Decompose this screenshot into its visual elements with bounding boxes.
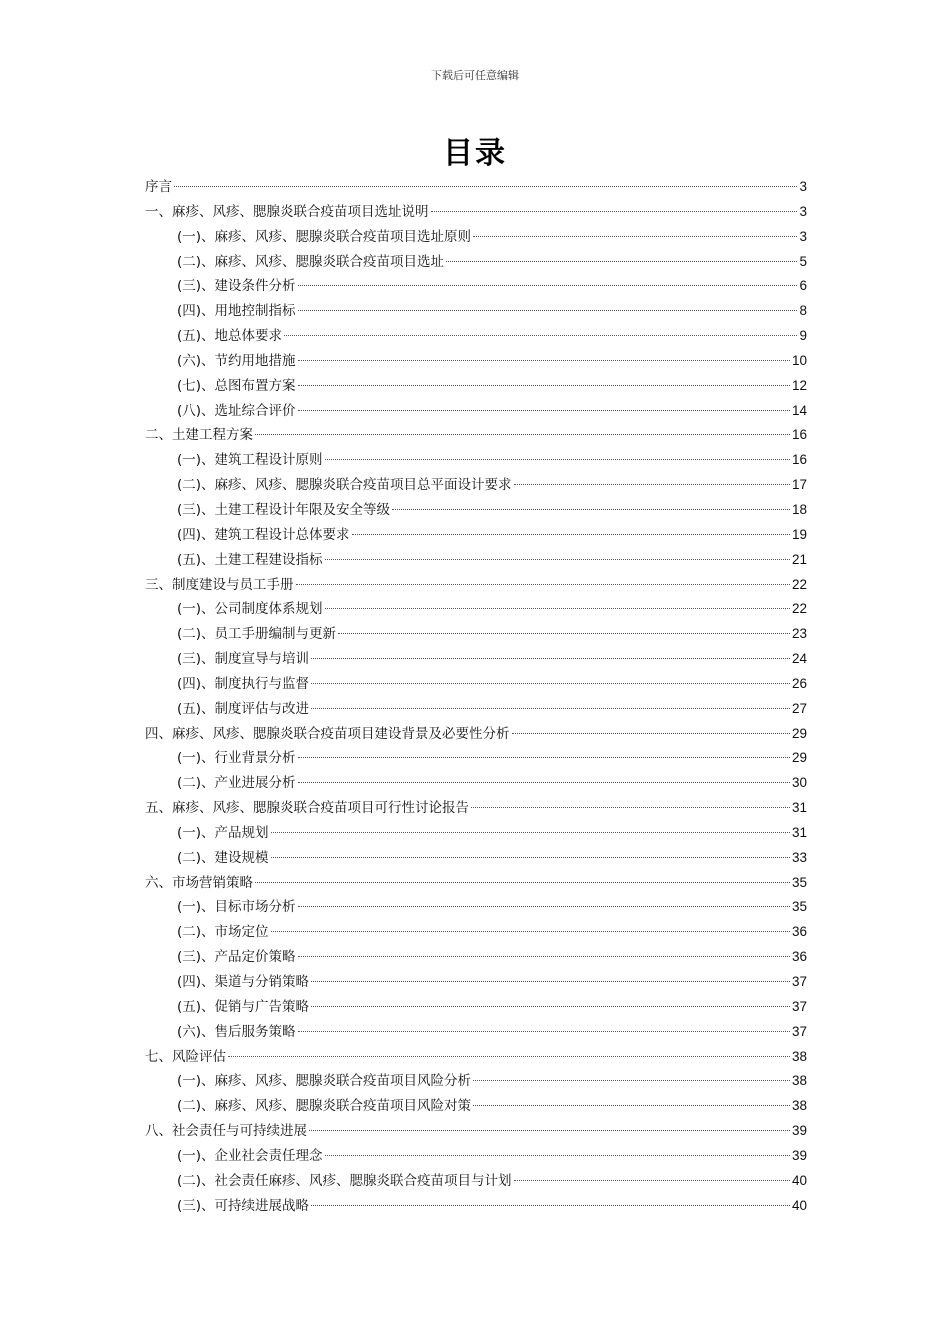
toc-entry-title: (八)、选址综合评价 [177, 402, 296, 419]
toc-dot-leader [311, 683, 790, 684]
toc-entry[interactable] [145, 473, 807, 498]
toc-dot-leader [473, 236, 797, 237]
toc-dot-leader [298, 285, 798, 286]
toc-entry-title: (二)、建设规模 [177, 849, 269, 866]
toc-dot-leader [284, 335, 797, 336]
toc-entry-title: (二)、员工手册编制与更新 [177, 626, 337, 643]
toc-dot-leader [512, 733, 790, 734]
toc-entry-title: (二)、市场定位 [177, 924, 269, 941]
toc-dot-leader [255, 434, 790, 435]
toc-dot-leader [311, 1205, 790, 1206]
toc-entry[interactable] [145, 1119, 807, 1144]
toc-page-number: 35 [791, 874, 807, 890]
toc-entry-title: 七、风险评估 [145, 1048, 226, 1065]
toc-page-number: 10 [791, 352, 807, 368]
toc-page-number: 37 [791, 998, 807, 1014]
toc-dot-leader [325, 608, 790, 609]
toc-entry-title: (三)、产品定价策略 [177, 949, 296, 966]
toc-entry[interactable] [145, 672, 807, 697]
toc-entry[interactable] [145, 423, 807, 448]
toc-entry-title: (一)、建筑工程设计原则 [177, 452, 323, 469]
toc-entry[interactable] [145, 1069, 807, 1094]
toc-entry-title: (二)、麻疹、风疹、腮腺炎联合疫苗项目总平面设计要求 [177, 477, 512, 494]
toc-dot-leader [311, 708, 790, 709]
toc-dot-leader [325, 459, 790, 460]
toc-page-number: 3 [799, 228, 807, 244]
toc-entry-title: (二)、产业进展分析 [177, 775, 296, 792]
toc-entry-title: (四)、制度执行与监督 [177, 675, 310, 692]
toc-entry-title: (七)、总图布置方案 [177, 377, 296, 394]
toc-page-number: 36 [791, 924, 807, 940]
toc-entry-title: (五)、促销与广告策略 [177, 998, 310, 1015]
toc-dot-leader [325, 559, 790, 560]
toc-dot-leader [174, 186, 797, 187]
page-title: 目录 [443, 136, 507, 171]
toc-entry-title: (一)、行业背景分析 [177, 750, 296, 767]
toc-dot-leader [309, 1130, 790, 1131]
toc-entry-title: (六)、售后服务策略 [177, 1023, 296, 1040]
toc-page-number: 31 [791, 800, 807, 816]
toc-entry[interactable] [145, 920, 807, 945]
toc-dot-leader [311, 658, 790, 659]
toc-dot-leader [298, 782, 790, 783]
toc-dot-leader [298, 410, 790, 411]
toc-entry-title: (三)、可持续进展战略 [177, 1197, 310, 1214]
toc-page-number: 40 [791, 1197, 807, 1213]
toc-entry-title: 六、市场营销策略 [145, 874, 253, 891]
toc-dot-leader [298, 385, 790, 386]
toc-page-number: 16 [791, 427, 807, 443]
toc-dot-leader [298, 956, 790, 957]
toc-dot-leader [473, 1080, 790, 1081]
toc-page-number: 22 [791, 601, 807, 617]
toc-page-number: 35 [791, 899, 807, 915]
toc-entry[interactable] [145, 399, 807, 424]
toc-page-number: 30 [791, 775, 807, 791]
toc-dot-leader [298, 1031, 790, 1032]
toc-entry-title: (三)、土建工程设计年限及安全等级 [177, 501, 391, 518]
toc-entry[interactable] [145, 871, 807, 896]
toc-dot-leader [255, 882, 790, 883]
toc-page-number: 31 [791, 824, 807, 840]
toc-dot-leader [311, 1006, 790, 1007]
toc-entry-title: (三)、建设条件分析 [177, 278, 296, 295]
toc-entry-title: (五)、制度评估与改进 [177, 700, 310, 717]
toc-page-number: 19 [791, 526, 807, 542]
toc-page-number: 37 [791, 974, 807, 989]
toc-page-number: 27 [791, 700, 807, 716]
toc-page-number: 17 [791, 477, 807, 493]
toc-page-number: 5 [799, 253, 807, 269]
toc-page-number: 14 [791, 402, 807, 418]
toc-entry[interactable] [145, 1020, 807, 1045]
toc-entry[interactable] [145, 1045, 807, 1070]
toc-dot-leader [431, 211, 798, 212]
toc-entry[interactable] [145, 697, 807, 722]
toc-entry-title: 一、麻疹、风疹、腮腺炎联合疫苗项目选址说明 [145, 203, 429, 220]
toc-dot-leader [271, 832, 790, 833]
toc-page-number: 40 [791, 1172, 807, 1188]
toc-entry[interactable] [145, 1094, 807, 1119]
toc-page-number: 18 [791, 501, 807, 517]
toc-dot-leader [271, 931, 790, 932]
toc-entry[interactable] [145, 821, 807, 846]
toc-page-number: 9 [799, 328, 807, 344]
toc-entry[interactable] [145, 895, 807, 920]
toc-entry[interactable] [145, 225, 807, 250]
toc-entry-title: 四、麻疹、风疹、腮腺炎联合疫苗项目建设背景及必要性分析 [145, 725, 510, 742]
toc-entry[interactable] [145, 746, 807, 771]
toc-page-number: 38 [791, 1098, 807, 1114]
toc-entry[interactable] [145, 324, 807, 349]
toc-page-number: 38 [791, 1073, 807, 1089]
toc-page-number: 29 [791, 725, 807, 741]
toc-entry[interactable] [145, 498, 807, 523]
toc-dot-leader [298, 360, 790, 361]
toc-page-number: 12 [791, 377, 807, 393]
toc-dot-leader [352, 534, 790, 535]
toc-dot-leader [471, 807, 790, 808]
toc-entry-title: 序言 [145, 179, 172, 195]
toc-dot-leader [311, 981, 790, 982]
toc-entry[interactable] [145, 175, 807, 200]
toc-entry-title: (四)、建筑工程设计总体要求 [177, 526, 350, 543]
toc-page-number: 38 [791, 1048, 807, 1064]
toc-entry-title: (一)、产品规划 [177, 824, 269, 841]
toc-dot-leader [296, 584, 790, 585]
toc-entry-title: 五、麻疹、风疹、腮腺炎联合疫苗项目可行性讨论报告 [145, 800, 469, 817]
toc-dot-leader [514, 1180, 790, 1181]
toc-page-number: 29 [791, 750, 807, 766]
toc-page-number: 33 [791, 849, 807, 865]
toc-entry[interactable] [145, 250, 807, 275]
toc-entry-title: (一)、公司制度体系规划 [177, 601, 323, 618]
toc-entry[interactable] [145, 573, 807, 598]
toc-entry[interactable] [145, 548, 807, 573]
toc-entry-title: (三)、制度宣导与培训 [177, 651, 310, 668]
toc-page-number: 3 [799, 203, 807, 219]
toc-dot-leader [271, 857, 790, 858]
toc-entry-title: (六)、节约用地措施 [177, 352, 296, 369]
toc-entry-title: (一)、企业社会责任理念 [177, 1147, 323, 1164]
toc-page-number: 3 [799, 179, 807, 194]
toc-entry-title: 八、社会责任与可持续进展 [145, 1123, 307, 1140]
toc-entry[interactable] [145, 945, 807, 970]
toc-entry[interactable] [145, 597, 807, 622]
toc-dot-leader [338, 633, 790, 634]
toc-page-number: 8 [799, 303, 807, 319]
toc-entry[interactable] [145, 299, 807, 324]
toc-page-number: 16 [791, 452, 807, 468]
header-note: 下载后可任意编辑 [431, 69, 519, 82]
toc-dot-leader [298, 906, 790, 907]
toc-entry[interactable] [145, 796, 807, 821]
toc-dot-leader [392, 509, 790, 510]
toc-entry[interactable] [145, 523, 807, 548]
toc-entry[interactable] [145, 722, 807, 747]
toc-entry-title: (二)、麻疹、风疹、腮腺炎联合疫苗项目选址 [177, 253, 445, 270]
toc-entry-title: (二)、社会责任麻疹、风疹、腮腺炎联合疫苗项目与计划 [177, 1172, 512, 1189]
toc-page-number: 6 [799, 278, 807, 294]
toc-entry[interactable] [145, 374, 807, 399]
toc-entry[interactable] [145, 622, 807, 647]
toc-entry[interactable] [145, 274, 807, 299]
toc-page-number: 26 [791, 675, 807, 691]
toc-page-number: 37 [791, 1023, 807, 1039]
toc-dot-leader [514, 484, 790, 485]
toc-dot-leader [473, 1105, 790, 1106]
toc-page-number: 36 [791, 949, 807, 965]
toc-entry-title: (四)、渠道与分销策略 [177, 974, 310, 990]
toc-entry-title: (一)、麻疹、风疹、腮腺炎联合疫苗项目风险分析 [177, 1073, 472, 1090]
table-of-contents [145, 175, 807, 1218]
toc-page-number: 24 [791, 651, 807, 667]
toc-entry[interactable] [145, 1169, 807, 1194]
toc-entry[interactable] [145, 647, 807, 672]
toc-dot-leader [325, 1155, 790, 1156]
toc-entry-title: (一)、目标市场分析 [177, 899, 296, 916]
toc-entry-title: (五)、地总体要求 [177, 328, 283, 345]
toc-dot-leader [298, 757, 790, 758]
toc-entry-title: (五)、土建工程建设指标 [177, 551, 323, 568]
toc-entry[interactable] [145, 771, 807, 796]
toc-page-number: 21 [791, 551, 807, 567]
toc-entry[interactable] [145, 349, 807, 374]
toc-entry[interactable] [145, 970, 807, 995]
toc-page-number: 22 [791, 576, 807, 592]
toc-entry[interactable] [145, 448, 807, 473]
toc-page-number: 39 [791, 1123, 807, 1139]
toc-entry-title: (四)、用地控制指标 [177, 303, 296, 320]
toc-entry-title: (一)、麻疹、风疹、腮腺炎联合疫苗项目选址原则 [177, 228, 472, 245]
toc-entry[interactable] [145, 846, 807, 871]
toc-page-number: 23 [791, 626, 807, 642]
toc-entry-title: (二)、麻疹、风疹、腮腺炎联合疫苗项目风险对策 [177, 1098, 472, 1115]
toc-page-number: 39 [791, 1147, 807, 1163]
toc-entry[interactable] [145, 1194, 807, 1219]
toc-dot-leader [446, 261, 797, 262]
toc-entry-title: 三、制度建设与员工手册 [145, 576, 294, 593]
toc-entry[interactable] [145, 995, 807, 1020]
toc-entry[interactable] [145, 200, 807, 225]
toc-entry[interactable] [145, 1144, 807, 1169]
toc-dot-leader [228, 1056, 790, 1057]
toc-entry-title: 二、土建工程方案 [145, 427, 253, 444]
toc-dot-leader [298, 310, 798, 311]
